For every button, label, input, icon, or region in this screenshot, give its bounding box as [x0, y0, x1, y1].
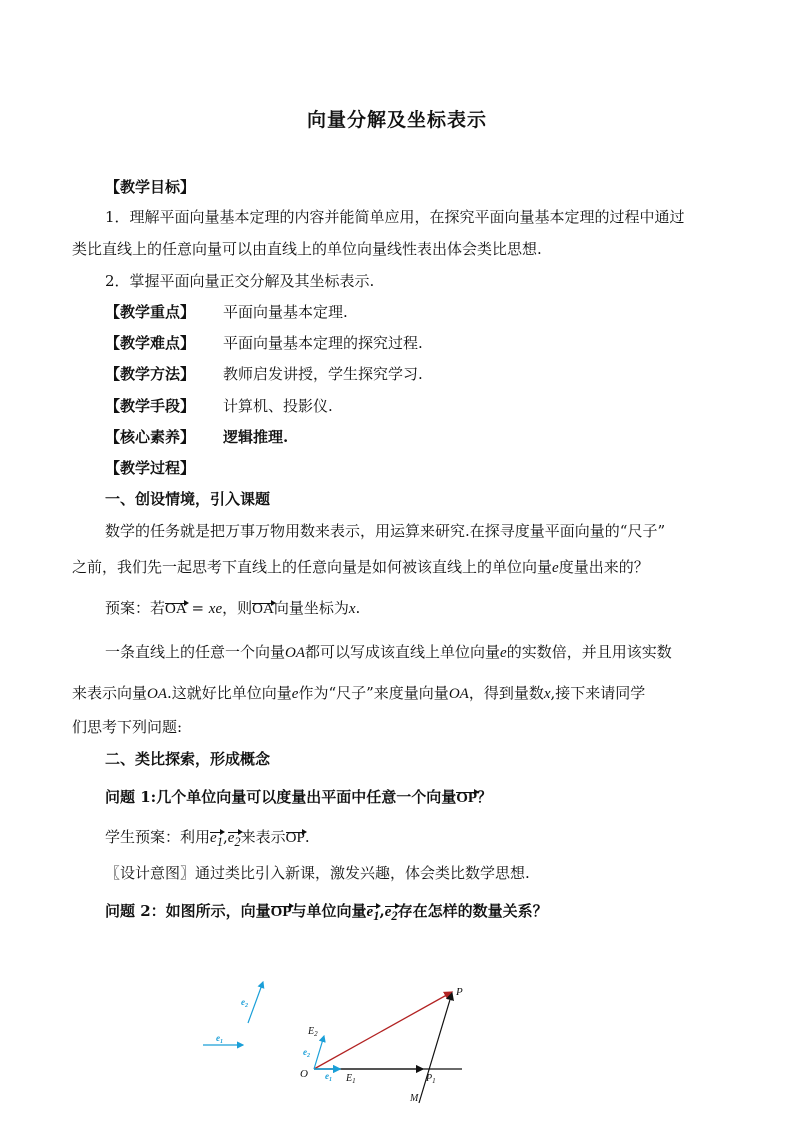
design-intent: 〖设计意图〗通过类比引入新课，激发兴趣，体会类比数学思想.	[105, 864, 530, 882]
section1-paragraph-4	[72, 682, 645, 703]
text-span: 学生预案：利用	[105, 828, 211, 846]
meta-label: 【核心素养】	[105, 428, 196, 446]
label-P1: $P_1$	[426, 1073, 436, 1085]
vector-e: e	[500, 645, 507, 661]
meta-label: 【教学难点】	[105, 334, 196, 352]
meta-value: 逻辑推理.	[223, 428, 289, 446]
vector-e: e	[552, 560, 559, 576]
text-span: .这就好比单位向量	[167, 684, 292, 702]
vector-oa: OA	[147, 686, 168, 702]
objective-2: 2．掌握平面向量正交分解及其坐标表示.	[105, 272, 375, 290]
vector-e2	[385, 904, 398, 924]
vector-oa: OA	[165, 601, 187, 617]
objective-1b: 类比直线上的任意向量可以由直线上的单位向量线性表出体会类比思想.	[72, 240, 542, 258]
text-span: .	[355, 599, 361, 617]
vector-oa: OA	[448, 686, 469, 702]
text-span: 作为“尺子”来度量向量	[298, 684, 449, 702]
question-1	[105, 786, 492, 807]
meta-value: 平面向量基本定理的探究过程.	[223, 334, 423, 352]
meta-label: 【教学重点】	[105, 303, 196, 321]
section2-heading: 二、类比探索，形成概念	[105, 750, 271, 768]
text-span: 来表示	[240, 828, 286, 846]
meta-difficulties	[105, 332, 423, 353]
section1-heading: 一、创设情境，引入课题	[105, 490, 271, 508]
label-e2: $e_2$	[241, 997, 248, 1009]
text-span: ,	[379, 902, 385, 920]
var-x: x	[348, 601, 356, 617]
page-title: 向量分解及坐标表示	[306, 109, 487, 131]
subscript: 2	[234, 835, 241, 849]
text-span: 之前，我们先一起思考下直线上的任意向量是如何被该直线上的单位向量	[72, 558, 553, 576]
text-span: ，得到量数	[468, 684, 544, 702]
text-span: e	[384, 904, 392, 920]
text-span: 问题 1:几个单位向量可以度量出平面中任意一个向量	[105, 788, 457, 806]
objective-1a: 1．理解平面向量基本定理的内容并能简单应用，在探究平面向量基本定理的过程中通过	[105, 208, 685, 226]
text-span: .	[304, 828, 310, 846]
text-span: e	[366, 904, 374, 920]
label-O: O	[300, 1068, 308, 1080]
text-span: 问题 2：如图所示，向量	[105, 902, 271, 920]
vector-xe: xe	[208, 601, 223, 617]
unit-vector-e2	[248, 982, 263, 1023]
meta-value: 平面向量基本定理.	[223, 303, 348, 321]
section1-plan	[105, 597, 360, 618]
text-span: 与单位向量	[291, 902, 367, 920]
vector-op-arrow	[314, 992, 452, 1069]
vector-oa: OA	[252, 601, 274, 617]
section1-paragraph-1a: 数学的任务就是把万事万物用数来表示，用运算来研究.在探寻度量平面向量的“尺子”	[105, 522, 666, 540]
subscript: 2	[391, 909, 398, 923]
vector-op: OP	[456, 790, 478, 806]
label-E2: $E_2$	[308, 1026, 318, 1038]
text-span: 存在怎样的数量关系？	[397, 902, 548, 920]
vector-op: OP	[285, 830, 305, 846]
text-span: ,	[222, 828, 228, 846]
label-P: P	[456, 986, 463, 998]
process-heading: 【教学过程】	[105, 459, 196, 477]
section1-paragraph-1b	[72, 556, 649, 577]
text-span: 预案：若	[105, 599, 166, 617]
meta-label: 【教学方法】	[105, 365, 196, 383]
meta-key-points	[105, 301, 348, 322]
label-e1: $e_1$	[216, 1033, 223, 1045]
vector-e1	[367, 904, 380, 924]
vector-diagram	[195, 975, 495, 1110]
text-span: 都可以写成该直线上单位向量	[305, 643, 501, 661]
label-e2-origin: $e_2$	[303, 1047, 310, 1059]
label-e1-origin: $e_1$	[325, 1071, 332, 1083]
text-span: 来表示向量	[72, 684, 148, 702]
text-span: e	[210, 830, 217, 846]
text-span: 的实数倍，并且用该实数	[506, 643, 672, 661]
meta-value: 计算机、投影仪.	[223, 397, 333, 415]
text-span: 度量出来的？	[558, 558, 649, 576]
vector-e: e	[291, 686, 299, 702]
section1-paragraph-5: 们思考下列问题:	[72, 718, 183, 736]
meta-methods	[105, 363, 423, 384]
text-span: =	[186, 599, 209, 617]
text-span: ,接下来请同学	[550, 684, 646, 702]
vector-e2	[228, 830, 241, 850]
text-span: e	[227, 830, 235, 846]
meta-label: 【教学手段】	[105, 397, 196, 415]
subscript: 1	[216, 835, 223, 849]
label-M: M	[410, 1093, 419, 1104]
meta-value: 教师启发讲授，学生探究学习.	[223, 365, 423, 383]
text-span: 一条直线上的任意一个向量	[105, 643, 286, 661]
meta-literacy	[105, 426, 288, 447]
line-mp	[419, 993, 452, 1103]
student-answer	[105, 826, 310, 850]
section1-paragraph-3	[105, 641, 672, 662]
vector-oa: OA	[285, 645, 306, 661]
subscript: 1	[373, 909, 380, 923]
text-span: 向量坐标为	[273, 599, 349, 617]
vector-op: OP	[270, 904, 292, 920]
vector-e1	[210, 830, 223, 850]
objectives-heading: 【教学目标】	[105, 178, 196, 196]
question-2	[105, 900, 548, 924]
text-span: ，则	[222, 599, 253, 617]
text-span: ？	[477, 788, 493, 806]
var-x: x	[543, 686, 551, 702]
label-E1: $E_1$	[346, 1073, 356, 1085]
meta-tools	[105, 395, 333, 416]
